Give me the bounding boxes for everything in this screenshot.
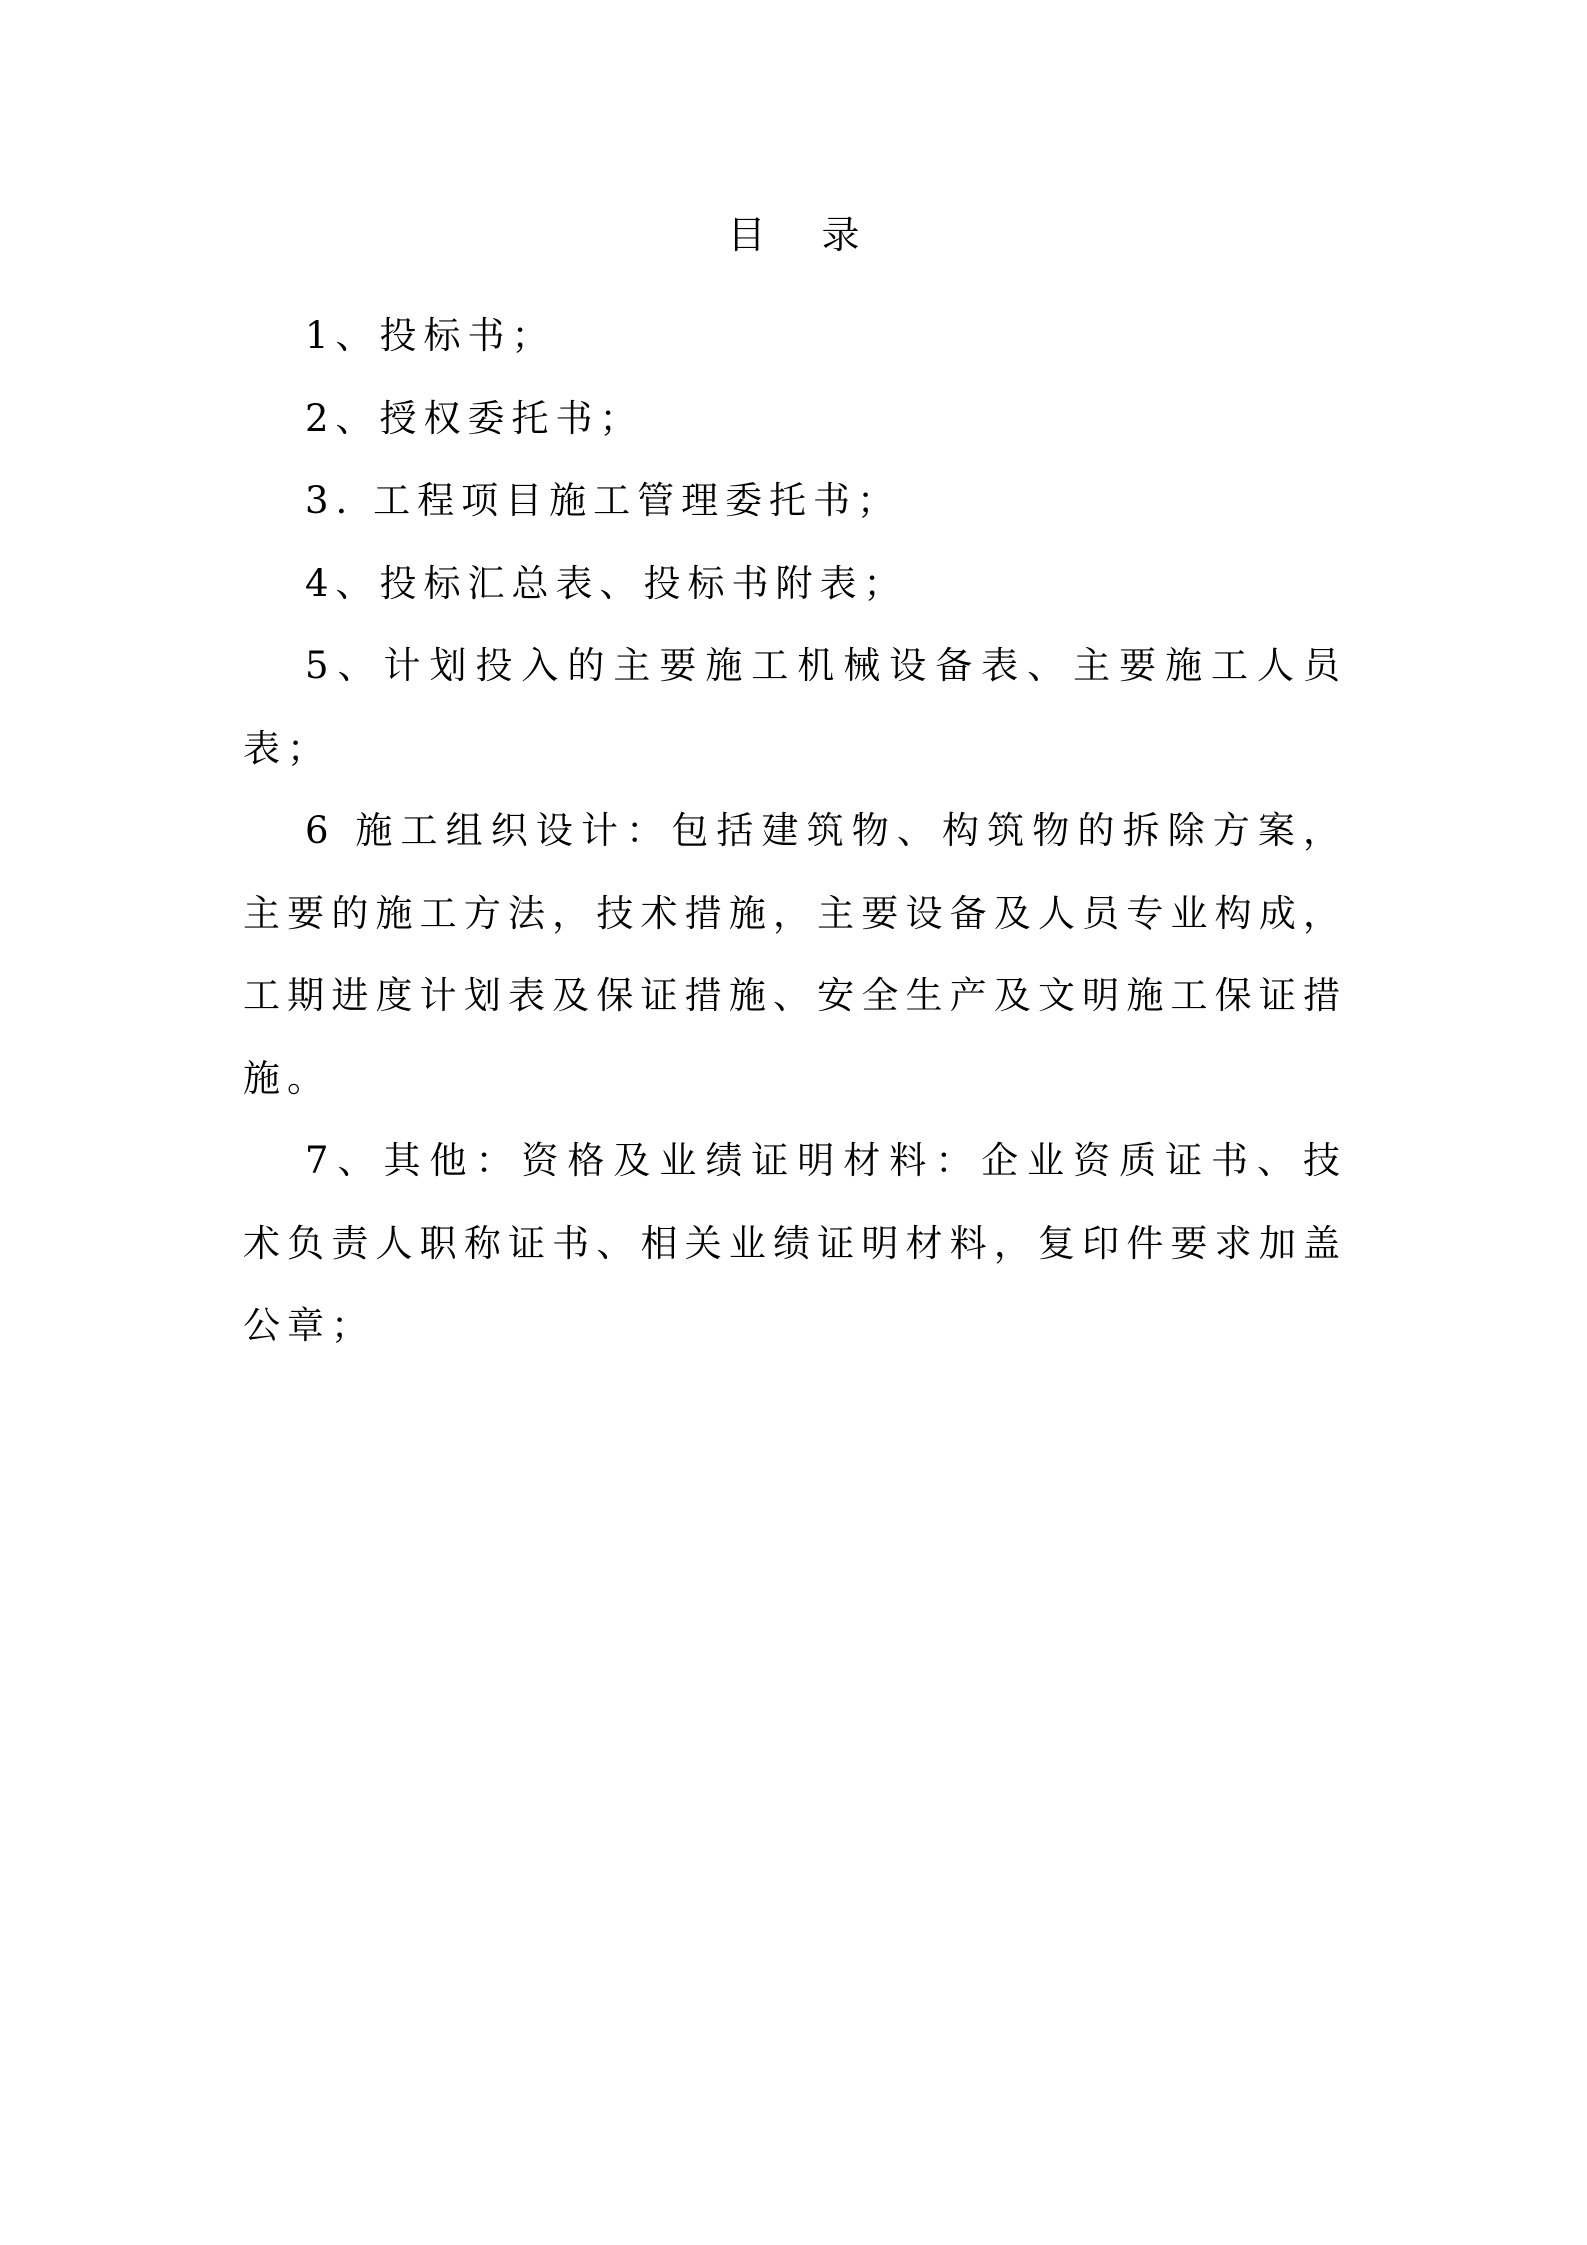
toc-item-6: 6 施工组织设计：包括建筑物、构筑物的拆除方案，主要的施工方法，技术措施，主要设备及人员专业构成，工期进度计划表及保证措施、安全生产及文明施工保证措施。 bbox=[243, 809, 1347, 1100]
toc-item-2: 2、授权委托书； bbox=[305, 396, 644, 440]
page-title bbox=[0, 210, 1587, 260]
title-char-2: 录 bbox=[821, 213, 860, 257]
toc-item-5: 5、计划投入的主要施工机械设备表、主要施工人员表； bbox=[243, 644, 1347, 770]
toc-item-1: 1、投标书； bbox=[305, 314, 556, 357]
toc-item-3: 3. 工程项目施工管理委托书； bbox=[305, 479, 902, 522]
title-char-1: 目 bbox=[727, 213, 766, 257]
toc-item-4: 4、投标汇总表、投标书附表； bbox=[305, 561, 908, 605]
toc-list bbox=[243, 295, 1347, 1368]
toc-item-7: 7、其他：资格及业绩证明材料：企业资质证书、技术负责人职称证书、相关业绩证明材料，复印件要求加盖公章； bbox=[243, 1139, 1347, 1347]
